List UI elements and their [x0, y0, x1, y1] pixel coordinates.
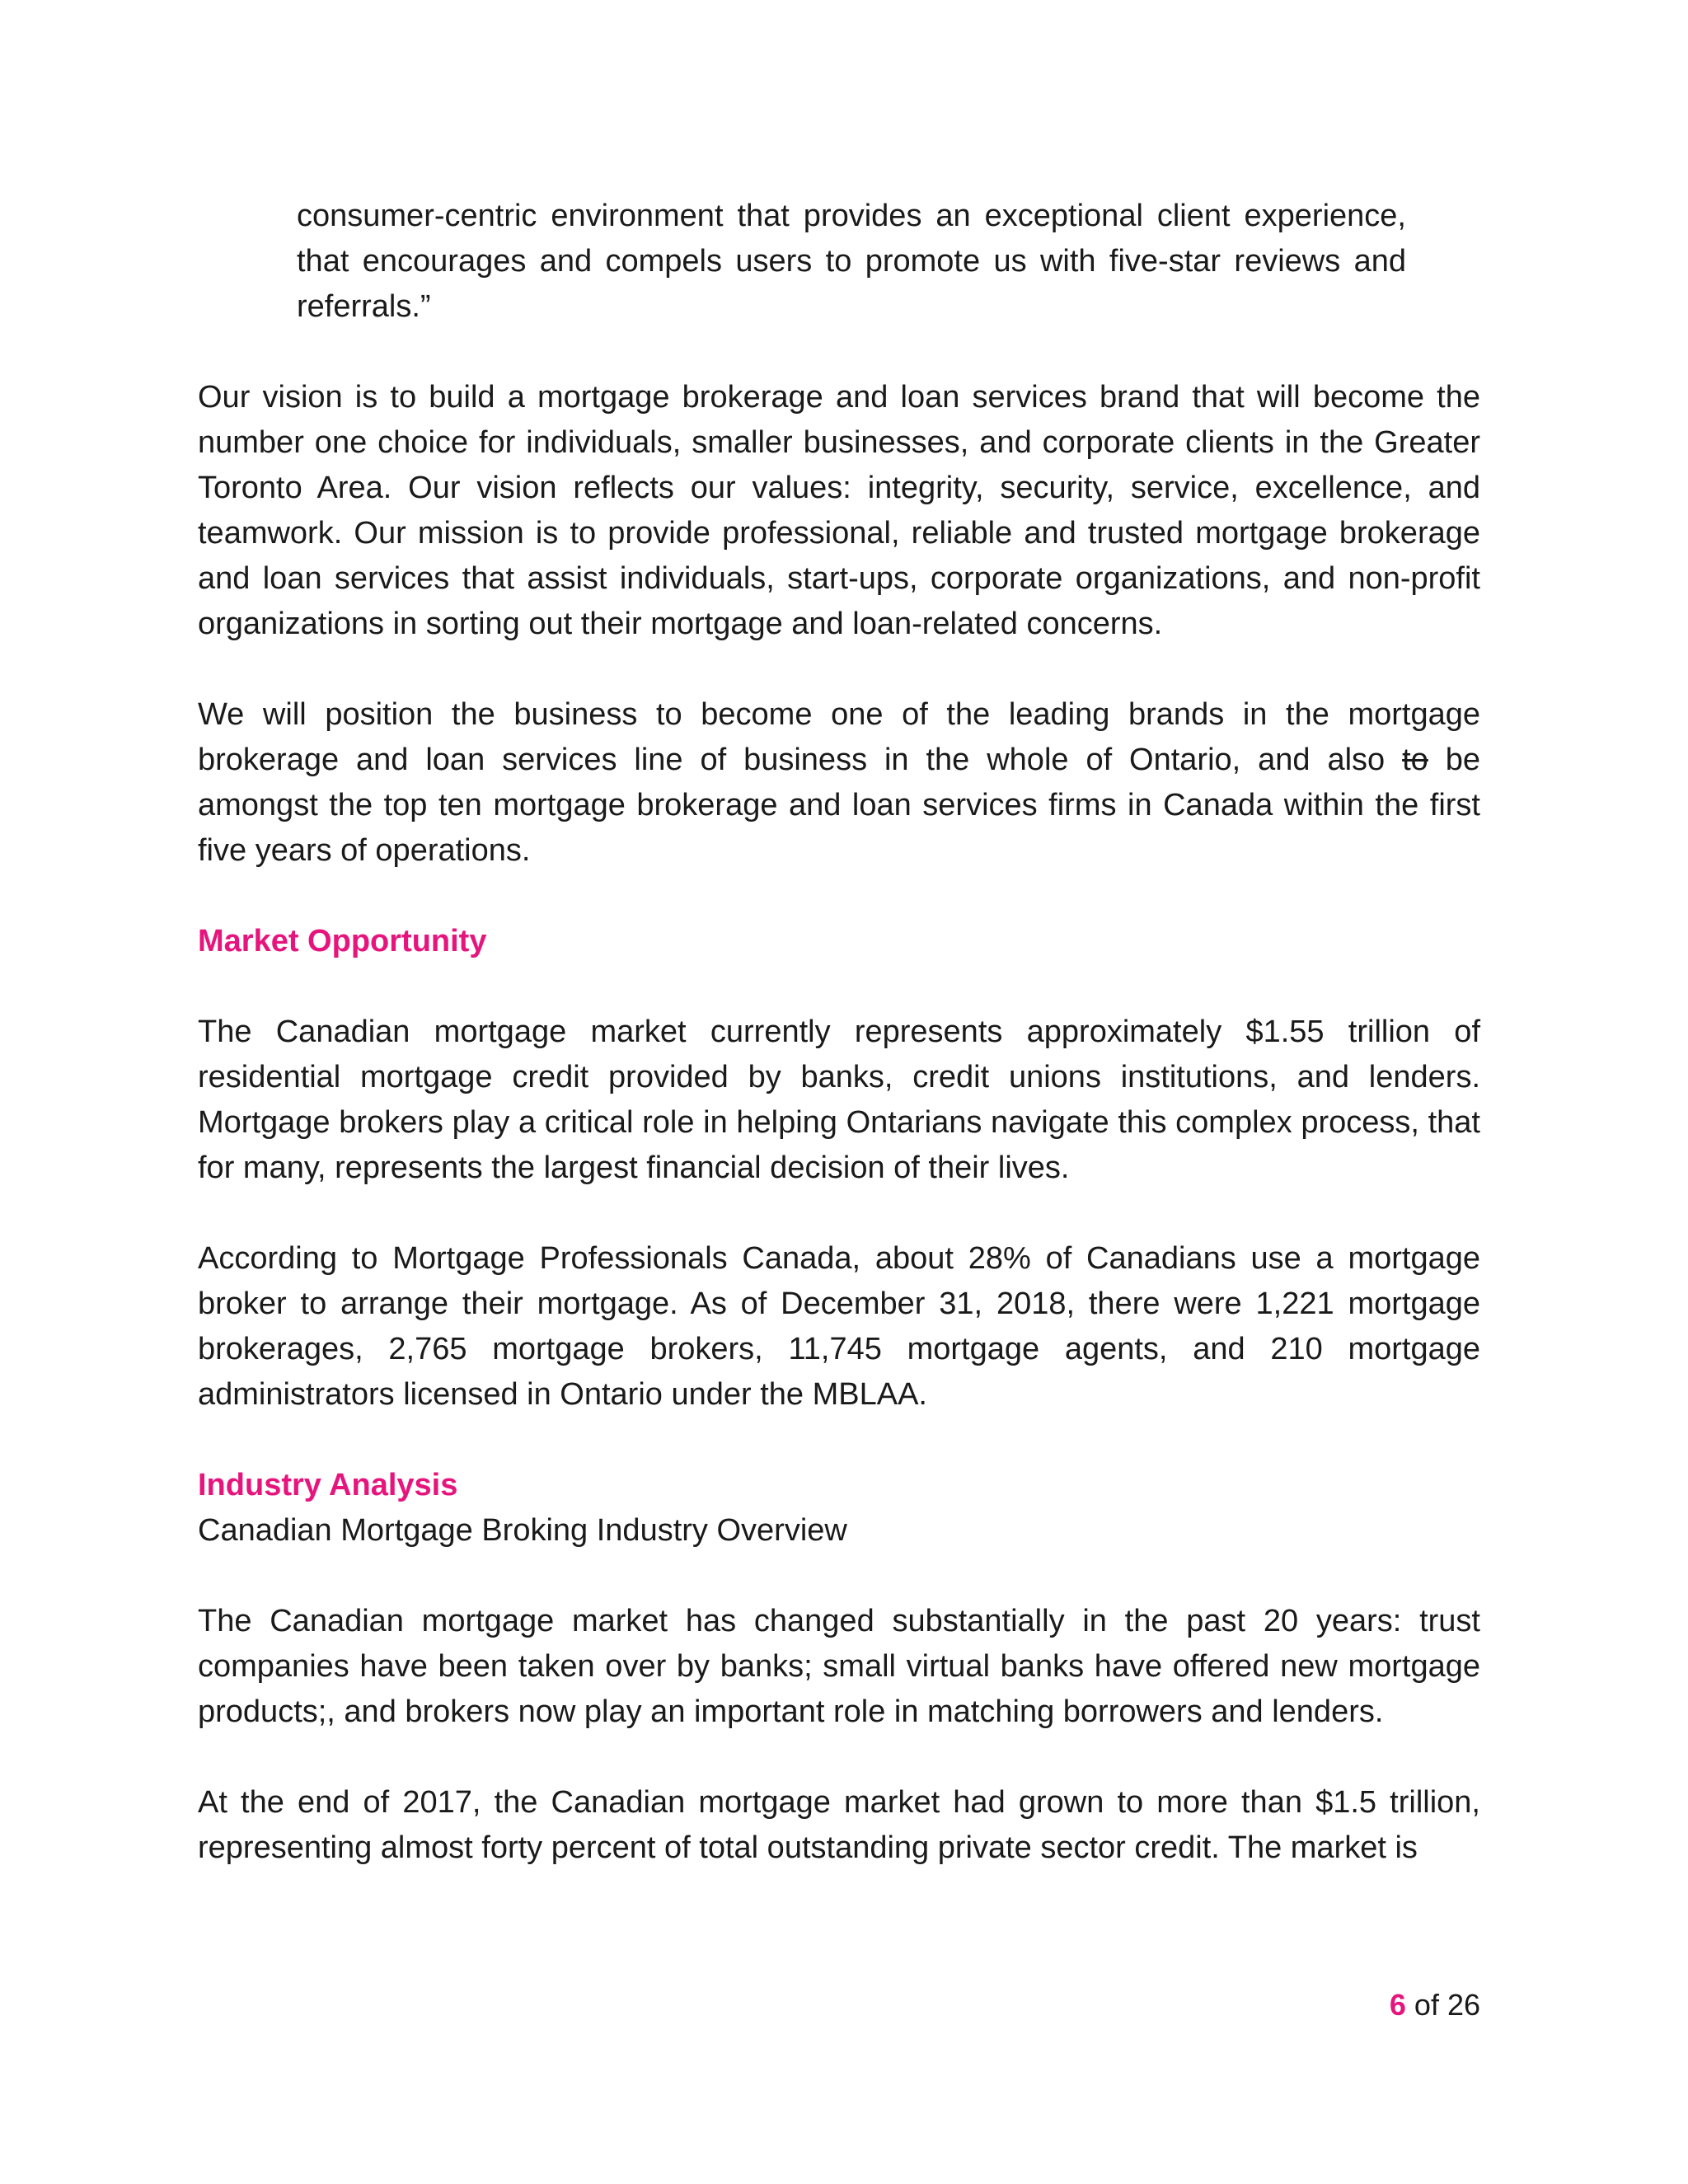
vision-paragraph: Our vision is to build a mortgage brokerage and loan services brand that will become the number one choice for individuals, smaller businesses, and corporate clients in the Greater Toronto Area. Our vision reflects our values: integrity, security, service, excellence, and teamwork. Our mission is to provide professional, reliable and trusted mortgage brokerage and loan services that assist individuals, start-ups, corporate organizations, and non-profit organizations in sorting out their mortgage and loan-related concerns.	[198, 380, 1480, 641]
position-paragraph	[198, 692, 1480, 874]
industry-paragraph-1: The Canadian mortgage market has changed substantially in the past 20 years: trust companies have been taken over by banks; small virtual banks have offered new mortgage products;, and brokers now play an important role in matching borrowers and lenders.	[198, 1604, 1480, 1729]
industry-subheading: Canadian Mortgage Broking Industry Overview	[198, 1513, 847, 1548]
page-total: of 26	[1405, 1988, 1480, 2022]
quote-paragraph: consumer-centric environment that provides an exceptional client experience, that encourages and compels users to promote us with five-star reviews and referrals.”	[297, 199, 1406, 324]
market-paragraph-1: The Canadian mortgage market currently represents approximately $1.55 trillion of residential mortgage credit provided by banks, credit unions institutions, and lenders. Mortgage brokers play a critical role in helping Ontarians navigate this complex process, that for many, represents the largest financial decision of their lives.	[198, 1015, 1480, 1185]
struck-text: to	[1402, 743, 1428, 777]
page-content	[198, 194, 1480, 1871]
page-number: 6	[1389, 1988, 1406, 2022]
industry-analysis-heading: Industry Analysis	[198, 1468, 458, 1502]
position-text-after: be amongst the top ten mortgage brokerage and loan services firms in Canada within the first five years of operations.	[198, 743, 1481, 868]
industry-paragraph-2: At the end of 2017, the Canadian mortgage market had grown to more than $1.5 trillion, representing almost forty percent of total outstanding private sector credit. The market is	[198, 1785, 1480, 1865]
market-opportunity-heading: Market Opportunity	[198, 924, 487, 958]
position-text-before: We will position the business to become one of the leading brands in the mortgage brokerage and loan services line of business in the whole of Ontario, and also	[198, 697, 1480, 777]
page-footer	[1390, 1985, 1480, 2026]
market-paragraph-2: According to Mortgage Professionals Canada, about 28% of Canadians use a mortgage broker to arrange their mortgage. As of December 31, 2018, there were 1,221 mortgage brokerages, 2,765 mortgage brokers, 11,745 mortgage agents, and 210 mortgage administrators licensed in Ontario under the MBLAA.	[198, 1241, 1480, 1412]
